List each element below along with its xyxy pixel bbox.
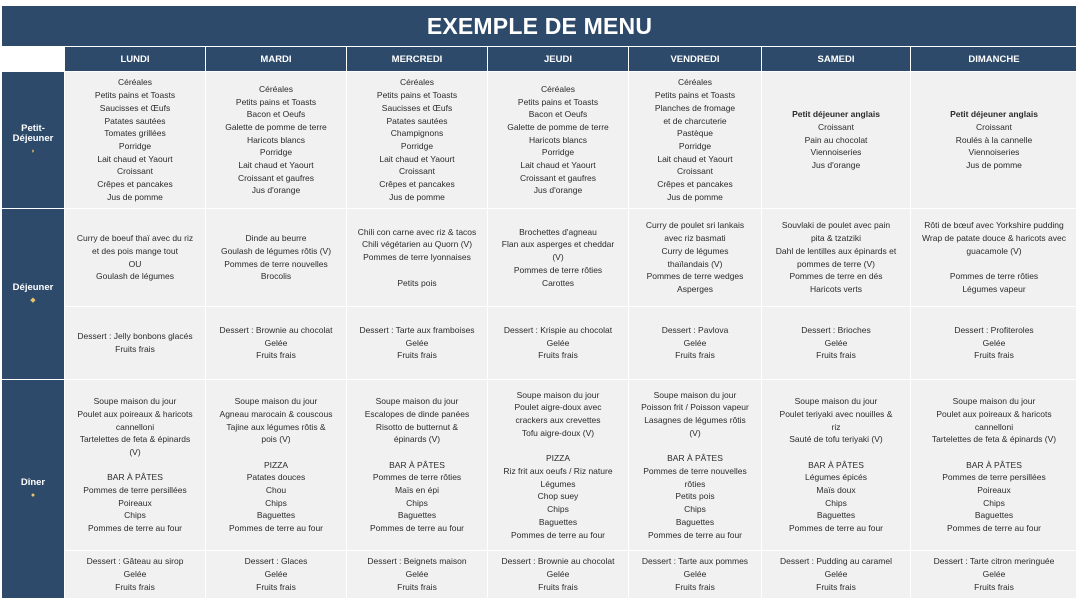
menu-item: Pommes de terre en dés	[789, 271, 883, 282]
menu-item: Petits pains et Toasts	[654, 90, 736, 101]
menu-item: Pastèque	[677, 128, 713, 139]
menu-item: Curry de légumes	[661, 245, 729, 256]
menu-item: Haricots blancs	[246, 134, 306, 145]
menu-item: Escalopes de dinde panées	[364, 408, 470, 419]
menu-item: Baguettes	[675, 516, 715, 527]
menu-item: Soupe maison du jour	[952, 396, 1036, 407]
menu-item: Pommes de terre persillées	[83, 485, 187, 496]
menu-item: Céréales	[258, 83, 294, 94]
lunch-cell-vendredi	[629, 209, 761, 306]
menu-item: pita & tzatziki	[810, 233, 862, 244]
menu-item: thaïlandais (V)	[667, 258, 723, 269]
menu-item: cannelloni	[115, 421, 155, 432]
menu-item: Baguettes	[397, 510, 437, 521]
menu-item: Dessert : Brownie au chocolat	[501, 556, 615, 567]
day-header-samedi: SAMEDI	[762, 47, 910, 71]
menu-item: guacamole (V)	[966, 245, 1022, 256]
day-header-mardi: MARDI	[206, 47, 346, 71]
menu-item: Tomates grillées	[104, 128, 166, 139]
lunch-dessert-cell-jeudi	[488, 307, 628, 379]
menu-item: Crêpes et pancakes	[97, 179, 173, 190]
menu-item: Bacon et Oeufs	[246, 109, 306, 120]
menu-item: Saucisses et Œufs	[381, 102, 453, 113]
menu-item: Petits pois	[397, 277, 437, 288]
menu-item: Croissant	[399, 166, 435, 177]
menu-item: Croissant	[818, 121, 854, 132]
menu-item: Porridge	[400, 141, 434, 151]
menu-item: Fruits frais	[397, 350, 437, 361]
menu-item: BAR À PÂTES	[667, 453, 723, 464]
dinner-cell-mercredi	[347, 380, 487, 550]
menu-item: Bacon et Oeufs	[528, 109, 588, 120]
menu-item: Fruits frais	[974, 581, 1014, 592]
menu-item: Jus de pomme	[389, 191, 445, 202]
meal-label-breakfast	[2, 72, 64, 208]
menu-item: Sauté de tofu teriyaki (V)	[789, 434, 883, 445]
menu-item: Légumes épicés	[805, 472, 867, 483]
meal-label-lunch	[2, 209, 64, 379]
menu-item: Gelée	[123, 569, 147, 580]
menu-item: Patates sautées	[386, 115, 448, 126]
menu-item: Soupe maison du jour	[93, 396, 177, 407]
menu-item: Chou	[265, 485, 287, 496]
menu-item: Jus de pomme	[966, 160, 1022, 171]
menu-item: Céréales	[399, 77, 435, 88]
menu-item: Pommes de terre rôties	[949, 271, 1039, 282]
menu-item: Haricots verts	[810, 283, 862, 294]
menu-item: Pommes de terre au four	[946, 523, 1041, 534]
menu-item: Curry de poulet sri lankais	[645, 220, 745, 231]
menu-item: Dessert : Beignets maison	[367, 556, 467, 567]
menu-item: Goulash de légumes	[96, 271, 174, 282]
menu-item: Jus d'orange	[251, 185, 301, 196]
lunch-dessert-cell-samedi	[762, 307, 910, 379]
menu-item: Chili con carne avec riz & tacos	[357, 226, 477, 237]
menu-item: riz	[831, 421, 841, 432]
menu-item: Chips	[547, 504, 569, 515]
menu-item: Tartelettes de feta & épinards (V)	[931, 434, 1057, 445]
menu-item: Petit déjeuner anglais	[950, 109, 1038, 120]
menu-item: Risotto de butternut &	[375, 421, 459, 432]
menu-item: (V)	[552, 252, 564, 263]
menu-item: Chili végétarien au Quorn (V)	[361, 239, 473, 250]
menu-item: Porridge	[118, 141, 152, 151]
menu-item: Fruits frais	[397, 581, 437, 592]
breakfast-cell-samedi	[762, 72, 910, 208]
menu-item: Lait chaud et Yaourt	[379, 153, 455, 164]
page-title: EXEMPLE DE MENU	[2, 6, 1076, 46]
menu-item: et de charcuterie	[663, 115, 727, 126]
menu-item: Patates douces	[246, 472, 306, 483]
dinner-cell-mardi	[206, 380, 346, 550]
menu-item: Agneau marocain & couscous	[219, 408, 333, 419]
menu-item: cannelloni	[974, 421, 1014, 432]
menu-item: Pommes de terre au four	[228, 523, 323, 534]
menu-item: BAR À PÂTES	[107, 472, 163, 483]
menu-item: Carottes	[541, 277, 575, 288]
menu-item: PIZZA	[545, 453, 571, 464]
menu-item: Baguettes	[256, 510, 296, 521]
menu-item: OU	[128, 258, 142, 269]
menu-item: PIZZA	[263, 459, 289, 470]
menu-item: Poireaux	[118, 497, 152, 508]
menu-item: Porridge	[541, 147, 575, 158]
menu-item: Maïs doux	[816, 485, 856, 496]
menu-item: Gelée	[683, 337, 707, 348]
menu-item: Fruits frais	[675, 581, 715, 592]
menu-item: Dessert : Glaces	[244, 556, 308, 567]
menu-item: Crêpes et pancakes	[379, 179, 455, 190]
menu-item: Poulet teriyaki avec nouilles &	[779, 408, 893, 419]
menu-item: Jus d'orange	[533, 185, 583, 196]
menu-item: Pommes de terre rôties	[372, 472, 462, 483]
day-header-jeudi: JEUDI	[488, 47, 628, 71]
menu-item: Poireaux	[977, 485, 1011, 496]
menu-item: Roulés à la cannelle	[955, 134, 1033, 145]
dinner-dessert-cell-mardi	[206, 551, 346, 598]
menu-item: Riz frit aux oeufs / Riz nature	[503, 465, 613, 476]
menu-item: Poulet aigre-doux avec	[514, 402, 602, 413]
menu-item: Gelée	[546, 569, 570, 580]
menu-item: et des pois mange tout	[91, 245, 178, 256]
menu-item: Asperges	[677, 283, 713, 294]
menu-item: Légumes vapeur	[962, 283, 1026, 294]
menu-item: BAR À PÂTES	[808, 459, 864, 470]
croissant-icon: ◗	[30, 148, 36, 156]
menu-item: Champignons	[390, 128, 444, 139]
menu-item: Dessert : Brioches	[801, 324, 871, 335]
menu-item: Lait chaud et Yaourt	[520, 160, 596, 171]
menu-item: Dessert : Krispie au chocolat	[503, 324, 613, 335]
menu-item: Pommes de terre nouvelles	[224, 258, 328, 269]
dinner-cell-lundi	[65, 380, 205, 550]
menu-item: Gelée	[405, 337, 429, 348]
menu-item: avec riz basmati	[664, 233, 726, 244]
menu-item: Dessert : Tarte citron meringuée	[933, 556, 1055, 567]
menu-item: Pommes de terre nouvelles	[643, 465, 747, 476]
menu-item: rôties	[684, 478, 706, 489]
lunch-cell-dimanche	[911, 209, 1076, 306]
menu-item: Gelée	[264, 569, 288, 580]
day-header-dimanche: DIMANCHE	[911, 47, 1076, 71]
menu-item: Fruits frais	[538, 350, 578, 361]
menu-item: Chips	[825, 497, 847, 508]
menu-item: Gelée	[405, 569, 429, 580]
menu-item: Pommes de terre au four	[369, 523, 464, 534]
dinner-dessert-cell-vendredi	[629, 551, 761, 598]
menu-item: Croissant	[677, 166, 713, 177]
menu-item: Gelée	[264, 337, 288, 348]
menu-item: Céréales	[677, 77, 713, 88]
meal-label-dinner	[2, 380, 64, 598]
dinner-dessert-cell-dimanche	[911, 551, 1076, 598]
dinner-cell-dimanche	[911, 380, 1076, 550]
corner-cell	[2, 47, 64, 71]
menu-item: Haricots blancs	[528, 134, 588, 145]
menu-item: Chips	[265, 497, 287, 508]
menu-item: Soupe maison du jour	[234, 396, 318, 407]
menu-item: Poisson frit / Poisson vapeur	[641, 402, 749, 413]
menu-item: Croissant et gaufres	[519, 172, 597, 183]
menu-item: Fruits frais	[256, 581, 296, 592]
lunch-dessert-cell-mercredi	[347, 307, 487, 379]
menu-item: Tartelettes de feta & épinards	[79, 434, 191, 445]
breakfast-cell-vendredi	[629, 72, 761, 208]
day-header-vendredi: VENDREDI	[629, 47, 761, 71]
lunch-dessert-cell-dimanche	[911, 307, 1076, 379]
dinner-dessert-cell-lundi	[65, 551, 205, 598]
dinner-cell-vendredi	[629, 380, 761, 550]
menu-item: Petits pains et Toasts	[235, 96, 317, 107]
menu-item: Dessert : Brownie au chocolat	[219, 324, 333, 335]
menu-item: Porridge	[678, 141, 712, 151]
menu-item: Goulash de légumes rôtis (V)	[220, 245, 332, 256]
menu-item: Curry de boeuf thaï avec du riz	[76, 233, 194, 244]
lunch-cell-jeudi	[488, 209, 628, 306]
menu-item: Pommes de terre lyonnaises	[363, 252, 471, 263]
dinner-cell-samedi	[762, 380, 910, 550]
lunch-cell-lundi	[65, 209, 205, 306]
menu-item: Gelée	[824, 337, 848, 348]
menu-item: crackers aux crevettes	[515, 415, 601, 426]
menu-item: Baguettes	[974, 510, 1014, 521]
menu-item: Poulet aux poireaux & haricots	[77, 408, 193, 419]
lunch-dessert-cell-lundi	[65, 307, 205, 379]
menu-item: Gelée	[546, 337, 570, 348]
dinner-cell-jeudi	[488, 380, 628, 550]
menu-item: pois (V)	[261, 434, 291, 445]
menu-item: Fruits frais	[816, 350, 856, 361]
menu-item: Rôti de bœuf avec Yorkshire pudding	[924, 220, 1064, 231]
menu-item: Dessert : Pavlova	[661, 324, 729, 335]
menu-item: Baguettes	[816, 510, 856, 521]
menu-item: Céréales	[117, 77, 153, 88]
day-header-lundi: LUNDI	[65, 47, 205, 71]
menu-item: Fruits frais	[115, 344, 155, 354]
menu-item: (V)	[129, 446, 141, 457]
menu-item: Pommes de terre au four	[510, 529, 605, 540]
menu-item: Galette de pomme de terre	[507, 121, 609, 132]
lunch-cell-samedi	[762, 209, 910, 306]
menu-item: Croissant	[117, 166, 153, 177]
meal-label-text: Petit-Déjeuner	[12, 122, 54, 145]
menu-item: Brocolis	[260, 271, 292, 282]
menu-item: Petits pains et Toasts	[376, 90, 458, 101]
meal-label-text: Dîner	[20, 477, 46, 489]
menu-item: Fruits frais	[816, 581, 856, 592]
breakfast-cell-jeudi	[488, 72, 628, 208]
menu-item: Tajine aux légumes rôtis &	[226, 421, 326, 432]
menu-item: BAR À PÂTES	[389, 459, 445, 470]
menu-item: Jus de pomme	[107, 191, 163, 202]
menu-item: Petit déjeuner anglais	[792, 109, 880, 120]
menu-item: Jus d'orange	[811, 160, 861, 171]
menu-item: Brochettes d'agneau	[519, 226, 597, 237]
dinner-dessert-cell-mercredi	[347, 551, 487, 598]
menu-item: BAR À PÂTES	[966, 459, 1022, 470]
menu-item: Dessert : Tarte aux framboises	[359, 324, 475, 335]
menu-item: Petits pois	[675, 491, 715, 502]
menu-item: Porridge	[259, 147, 293, 158]
menu-item: Chips	[124, 510, 146, 521]
menu-item: Soupe maison du jour	[653, 389, 737, 400]
menu-item: Fruits frais	[538, 581, 578, 592]
menu-item: Dessert : Gâteau au sirop	[86, 556, 184, 567]
menu-item: Crêpes et pancakes	[657, 179, 733, 190]
menu-item: Chips	[406, 497, 428, 508]
menu-item: Pain au chocolat	[804, 134, 868, 145]
lunch-dessert-cell-mardi	[206, 307, 346, 379]
menu-item: Pommes de terre rôties	[513, 264, 603, 275]
menu-item: Dessert : Tarte aux pommes	[641, 556, 749, 567]
lunch-cell-mardi	[206, 209, 346, 306]
menu-item: Pommes de terre au four	[87, 523, 182, 534]
menu-item: Chips	[684, 504, 706, 515]
menu-item: Croissant	[976, 121, 1012, 132]
breakfast-cell-mardi	[206, 72, 346, 208]
menu-item: Baguettes	[538, 516, 578, 527]
menu-item: Croissant et gaufres	[237, 172, 315, 183]
menu-item: épinards (V)	[393, 434, 441, 445]
menu-item: Fruits frais	[256, 350, 296, 361]
menu-item: Chips	[983, 497, 1005, 508]
menu-item: Dessert : Jelly bonbons glacés	[77, 331, 193, 342]
menu-item: pommes de terre (V)	[797, 258, 875, 269]
dinner-dessert-cell-samedi	[762, 551, 910, 598]
menu-item: Pommes de terre au four	[788, 523, 883, 534]
menu-item: Soupe maison du jour	[516, 389, 600, 400]
menu-item: Lait chaud et Yaourt	[657, 153, 733, 164]
lunch-dessert-cell-vendredi	[629, 307, 761, 379]
menu-item: Wrap de patate douce & haricots avec	[922, 233, 1066, 244]
menu-item: Légumes	[540, 478, 576, 489]
menu-item: Lait chaud et Yaourt	[238, 160, 314, 171]
menu-item: Pommes de terre au four	[647, 529, 742, 540]
menu-table	[2, 6, 1073, 596]
menu-item: Saucisses et Œufs	[99, 102, 171, 113]
steak-icon: ◆	[30, 296, 36, 304]
menu-item: Lasagnes de légumes rôtis	[644, 415, 746, 426]
menu-item: Fruits frais	[675, 350, 715, 361]
lunch-cell-mercredi	[347, 209, 487, 306]
menu-item: Pommes de terre persillées	[942, 472, 1046, 483]
menu-item: Petits pains et Toasts	[517, 96, 599, 107]
menu-item: Dessert : Profiteroles	[954, 324, 1034, 335]
menu-item: Gelée	[824, 569, 848, 580]
menu-item: Soupe maison du jour	[794, 396, 878, 407]
menu-item: Pommes de terre wedges	[646, 271, 744, 282]
menu-item: Céréales	[540, 83, 576, 94]
dinner-dessert-cell-jeudi	[488, 551, 628, 598]
day-header-mercredi: MERCREDI	[347, 47, 487, 71]
menu-item: Fruits frais	[115, 581, 155, 592]
menu-item: Tofu aigre-doux (V)	[521, 427, 595, 438]
menu-item: Soupe maison du jour	[375, 396, 459, 407]
menu-item: Fruits frais	[974, 350, 1014, 361]
menu-item: Poulet aux poireaux & haricots	[936, 408, 1052, 419]
menu-item: Dinde au beurre	[245, 233, 307, 244]
menu-item: Dessert : Pudding au caramel	[780, 556, 892, 567]
menu-item: Viennoiseries	[968, 147, 1020, 158]
menu-item: Gelée	[982, 337, 1006, 348]
dinner-plate-icon: ●	[30, 491, 36, 499]
menu-item: Patates sautées	[104, 115, 166, 126]
menu-item: Dahl de lentilles aux épinards et	[775, 245, 897, 256]
menu-item: Viennoiseries	[810, 147, 862, 158]
menu-item: Planches de fromage	[654, 102, 736, 113]
menu-item: Gelée	[683, 569, 707, 580]
menu-item: (V)	[689, 427, 701, 438]
meal-label-text: Déjeuner	[12, 282, 54, 294]
menu-item: Galette de pomme de terre	[225, 121, 327, 132]
menu-item: Maïs en épi	[395, 485, 439, 496]
menu-item: Jus de pomme	[667, 191, 723, 202]
menu-item: Flan aux asperges et cheddar	[501, 239, 615, 250]
menu-item: Petits pains et Toasts	[94, 90, 176, 101]
breakfast-cell-mercredi	[347, 72, 487, 208]
menu-item: Lait chaud et Yaourt	[97, 153, 173, 164]
menu-item: Souvlaki de poulet avec pain	[781, 220, 891, 231]
breakfast-cell-lundi	[65, 72, 205, 208]
menu-item: Gelée	[982, 569, 1006, 580]
menu-item: Chop suey	[537, 491, 579, 502]
breakfast-cell-dimanche	[911, 72, 1076, 208]
